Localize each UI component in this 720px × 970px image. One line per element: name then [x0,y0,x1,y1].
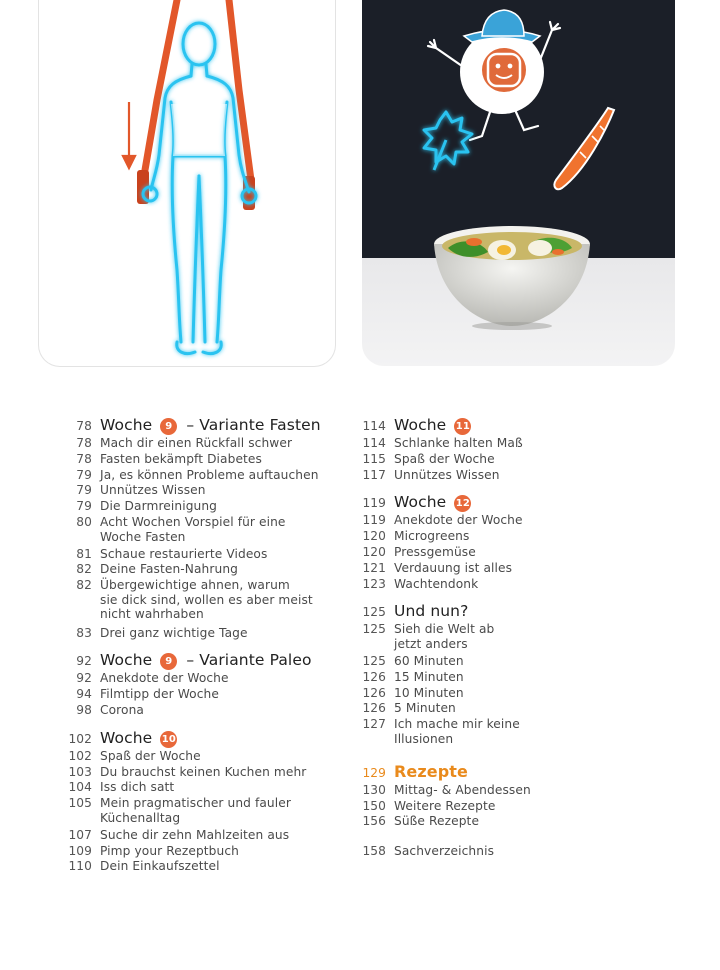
toc-entry[interactable] [66,562,238,577]
toc-entry[interactable] [360,654,464,669]
toc-entry[interactable] [66,859,220,874]
toc-entry-title: Mein pragmatischer und fauler Küchenalltag [100,796,291,825]
toc-entry[interactable] [66,436,292,451]
toc-entry-title: Acht Wochen Vorspiel für eine Woche Fasten [100,515,286,544]
toc-section-heading[interactable] [360,493,475,512]
toc-page-number: 123 [362,576,386,591]
toc-page-number: 125 [362,654,386,668]
toc-entry-title: Sachverzeichnis [394,844,495,859]
toc-page-number: 82 [76,562,92,577]
toc-section-heading[interactable] [66,651,312,670]
toc-entry-title: Wachtendonk [394,576,479,591]
toc-entry[interactable] [66,578,313,622]
week-number-badge: 9 [160,418,177,435]
toc-entry[interactable] [360,468,500,483]
toc-entry-title: Pressgemüse [394,545,476,559]
toc-entry[interactable] [360,717,520,746]
toc-section-title: Woche [394,416,447,434]
toc-entry[interactable] [360,529,469,544]
toc-entry[interactable] [360,577,478,592]
toc-page-number: 130 [362,782,386,797]
toc-section-heading[interactable] [66,416,321,435]
toc-entry[interactable] [66,844,239,859]
week-number-badge: 9 [160,653,177,670]
toc-page-number: 80 [76,515,92,529]
toc-entry-title: Süße Rezepte [394,814,480,829]
toc-entry[interactable] [360,670,464,685]
toc-entry[interactable] [66,796,291,825]
toc-page-number: 105 [68,796,92,811]
toc-entry-title: Mittag- & Abendessen [394,782,531,797]
toc-page-number: 103 [68,764,92,779]
toc-section-title: Woche [100,728,153,747]
toc-page-number: 82 [76,578,92,593]
toc-entry[interactable] [360,844,494,859]
toc-entry[interactable] [66,749,201,764]
toc-section-heading[interactable] [360,602,468,621]
toc-page-number: 126 [362,669,386,684]
toc-entry[interactable] [66,765,306,780]
toc-section-title: Woche [100,651,153,670]
illustration-card-left [38,0,336,367]
toc-entry-title: 60 Minuten [394,654,464,668]
toc-entry[interactable] [360,783,531,798]
toc-entry[interactable] [66,626,248,641]
toc-page-number: 158 [362,844,386,859]
toc-entry[interactable] [360,561,512,576]
toc-entry-title: Filmtipp der Woche [100,687,219,702]
week-number-badge: 11 [454,418,471,435]
toc-page-number: 104 [68,780,92,795]
toc-page-number: 81 [76,546,92,561]
toc-page-number: 78 [76,419,92,433]
toc-page-number: 127 [362,717,386,732]
toc-entry-title: Dein Einkaufszettel [100,859,220,874]
toc-entry-title: Microgreens [394,529,470,544]
toc-page-number: 78 [76,451,92,466]
toc-entry[interactable] [66,780,174,795]
toc-entry-title: Anekdote der Woche [100,671,229,686]
toc-section-title: Woche [100,416,153,434]
toc-entry-title: Pimp your Rezeptbuch [100,843,239,858]
toc-entry-title: 5 Minuten [394,701,456,716]
toc-entry-title: Verdauung ist alles [394,560,513,575]
toc-entry[interactable] [66,468,319,483]
illustration-card-right [362,0,675,366]
toc-entry-title: 15 Minuten [394,669,464,684]
toc-entry[interactable] [360,799,495,814]
toc-page-number: 107 [68,827,92,842]
toc-entry[interactable] [360,513,523,528]
week-number-badge: 12 [454,495,471,512]
toc-entry[interactable] [66,483,206,498]
toc-page-number: 78 [76,436,92,450]
toc-entry[interactable] [66,547,267,562]
toc-page-number: 98 [76,703,92,717]
toc-entry-title: Drei ganz wichtige Tage [100,625,248,640]
toc-entry[interactable] [66,671,229,686]
toc-page-number: 114 [362,436,386,450]
toc-section-heading[interactable] [360,763,468,782]
toc-entry[interactable] [66,515,286,544]
toc-section-variant: – Variante Paleo [181,651,312,670]
toc-entry[interactable] [360,436,523,451]
toc-section-variant: – Variante Fasten [181,416,321,434]
toc-entry[interactable] [66,499,217,514]
toc-page-number: 109 [68,843,92,858]
toc-page-number: 102 [68,748,92,763]
toc-page-number: 125 [362,605,386,620]
toc-entry-title: Deine Fasten-Nahrung [100,562,238,577]
toc-entry[interactable] [360,452,495,467]
toc-page-number: 126 [362,701,386,716]
toc-page-number: 126 [362,685,386,700]
toc-page-number: 102 [68,731,92,746]
toc-page-number: 79 [76,483,92,498]
toc-page-number: 120 [362,529,386,544]
toc-page-number: 150 [362,798,386,813]
toc-page-number: 119 [362,513,386,528]
toc-page-number: 120 [362,545,386,559]
toc-entry-title: Fasten bekämpft Diabetes [100,451,262,466]
toc-entry[interactable] [360,701,456,716]
toc-page-number: 94 [76,687,92,702]
toc-entry-title: Suche dir zehn Mahlzeiten aus [100,827,290,842]
toc-section-title: Woche [394,493,447,512]
week-number-badge: 10 [160,731,177,748]
toc-entry-title: 10 Minuten [394,685,464,700]
woman-with-resistance-bands-icon [39,0,335,366]
egg-mascot-carrot-parsley-soup-bowl-icon [362,0,675,366]
toc-page-number: 92 [76,654,92,669]
toc-page-number: 119 [362,496,386,511]
toc-page-number: 117 [362,467,386,482]
toc-section-heading[interactable] [66,729,181,748]
toc-entry[interactable] [66,828,289,843]
toc-entry[interactable] [66,703,144,718]
toc-entry-title: Übergewichtige ahnen, warum sie dick sind, wollen es aber meist nicht wahrhaben [100,578,313,622]
toc-entry-title: Mach dir einen Rückfall schwer [100,436,293,450]
toc-entry-title: Unnützes Wissen [394,467,500,482]
toc-entry[interactable] [66,687,219,702]
toc-page-number: 92 [76,671,92,686]
toc-entry-title: Iss dich satt [100,780,175,795]
toc-section-title: Und nun? [394,602,469,621]
toc-entry-title: Corona [100,703,144,717]
toc-page-number: 114 [362,419,386,433]
toc-entry-title: Spaß der Woche [100,748,201,763]
toc-entry[interactable] [360,814,479,829]
toc-entry-title: Schlanke halten Maß [394,436,523,450]
toc-entry-title: Spaß der Woche [394,451,495,466]
toc-entry-title: Unnützes Wissen [100,483,206,498]
toc-entry-title: Du brauchst keinen Kuchen mehr [100,764,307,779]
toc-page-number: 125 [362,622,386,637]
toc-section-title: Rezepte [394,761,468,781]
toc-page-number: 83 [76,625,92,640]
toc-entry-title: Die Darmreinigung [100,499,218,514]
toc-entry[interactable] [66,452,262,467]
toc-page-number: 121 [362,560,386,575]
toc-page-number: 129 [362,765,386,780]
toc-entry-title: Anekdote der Woche [394,513,523,528]
toc-page-number: 110 [68,859,92,874]
toc-page-number: 115 [362,451,386,466]
toc-page-number: 79 [76,499,92,514]
toc-entry[interactable] [360,686,464,701]
toc-entry-title: Ich mache mir keine Illusionen [394,717,520,746]
toc-page-number: 156 [362,814,386,829]
toc-section-heading[interactable] [360,416,475,435]
toc-entry-title: Sieh die Welt ab jetzt anders [394,622,495,651]
toc-entry[interactable] [360,545,476,560]
toc-entry[interactable] [360,622,494,651]
toc-entry-title: Schaue restaurierte Videos [100,546,268,561]
toc-entry-title: Weitere Rezepte [394,798,496,813]
toc-entry-title: Ja, es können Probleme auftauchen [100,467,319,482]
toc-page-number: 79 [76,467,92,482]
